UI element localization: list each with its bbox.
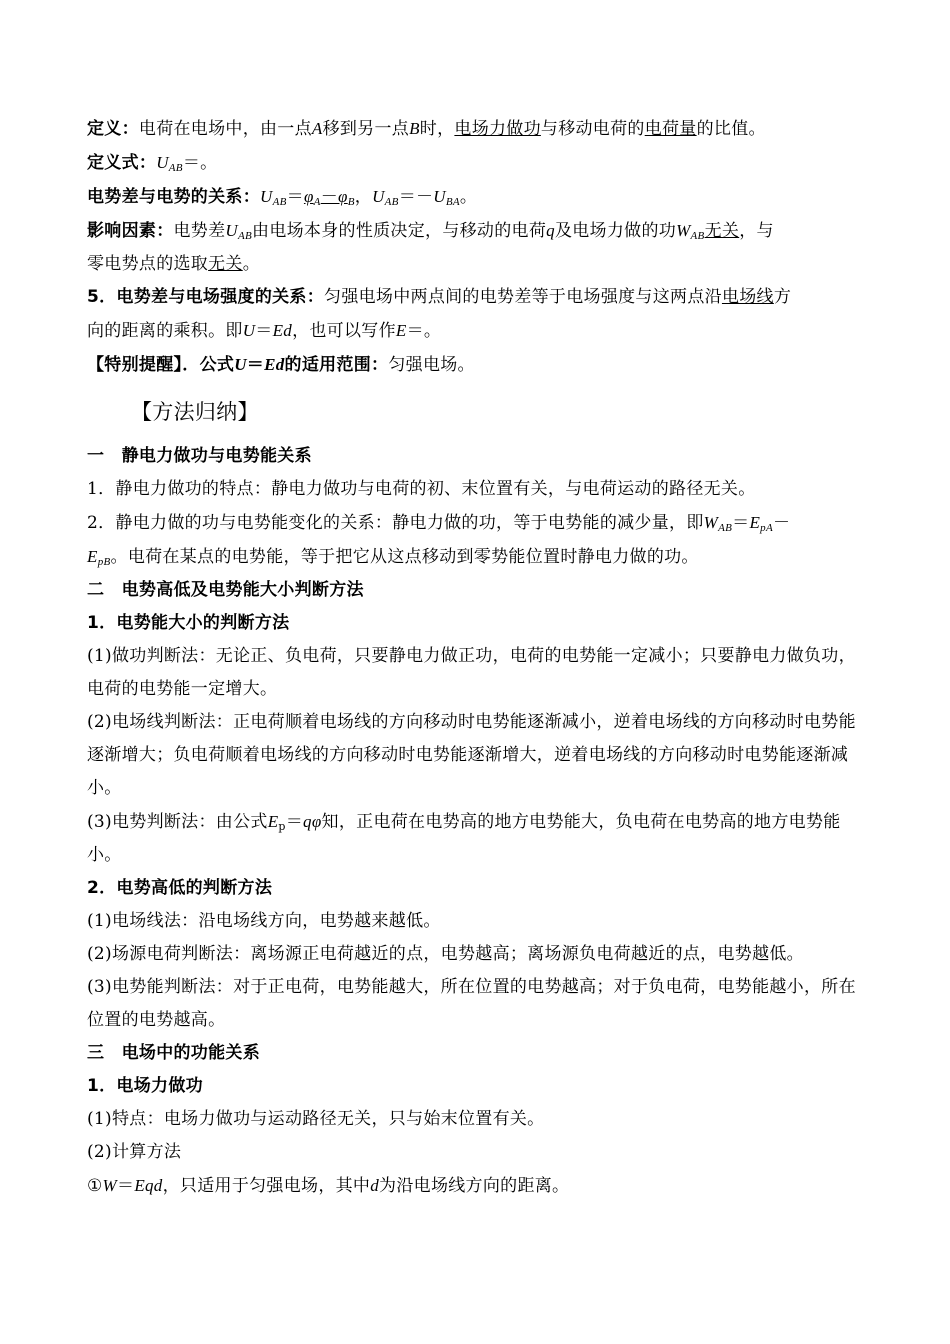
definition-text: 的比值。 [696,119,766,139]
var-phi: φ [303,187,314,206]
var-u: U [156,153,169,172]
minus: － [772,513,791,533]
subscript: pA [760,522,773,534]
blank-answer: 电荷量 [644,119,697,139]
subscript: AB [384,196,399,208]
method-heading: 【方法归纳】 [131,400,259,424]
var-e: E [749,513,761,532]
subscript: AB [237,230,253,242]
reminder-text: 的适用范围： [284,355,389,375]
period: 。 [242,254,261,274]
item5-text: ＝。 [406,321,442,341]
var-u: U [372,187,385,206]
section-3-item-3 [87,1169,867,1203]
section-2-way-3: (3)电势能判断法：对于正电荷，电势能越大，所在位置的电势越高；对于负电荷，电势能越小，所在位置的电势越高。 [87,977,856,1030]
section-2-way-2: (2)场源电荷判断法：离场源正电荷越近的点，电势越高；离场源负电荷越近的点，电势越低。 [87,944,804,964]
definition-text: 电荷在电场中，由一点 [138,119,312,139]
influence-line-1 [87,214,867,248]
para-text: 为沿电场线方向的距离。 [379,1176,570,1196]
formula-rest: ＝。 [182,153,218,173]
equals: ＝ [732,513,750,533]
var-u: U [433,187,446,206]
reminder-text: 匀强电场。 [388,355,475,375]
para-text: ，只适用于匀强电场，其中 [162,1176,371,1196]
influence-text: 由电场本身的性质决定，与移动的电荷 [252,221,547,241]
section-3-sub-1: 1．电场力做功 [87,1076,203,1096]
equals: ＝ [255,321,273,341]
var-q: q [546,221,555,240]
equals: ＝ [285,812,304,832]
var-ed: Ed [264,355,285,374]
minus: － [320,187,338,207]
definition-text: 移到另一点 [322,119,410,139]
var-e: E [87,547,98,566]
relation-label: 电势差与电势的关系： [87,187,260,207]
item5-line-2 [87,314,867,348]
reminder-label: 【特别提醒】．公式 [87,355,235,375]
relation-line [87,180,867,214]
var-b: B [409,119,420,138]
section-2-sub-2: 2．电势高低的判断方法 [87,878,273,898]
var-phi: φ [338,187,348,206]
subscript: AB [718,522,733,534]
section-2-title: 二 电势高低及电势能大小判断方法 [87,580,364,600]
influence-label: 影响因素： [87,221,174,241]
def-formula-line [87,146,867,180]
para-text: (3)电势判断法：由公式 [87,812,268,832]
subscript: AB [690,230,705,242]
comma: ， [354,187,373,207]
var-a: A [311,119,323,138]
subscript: A [313,196,321,208]
var-e: E [267,812,279,831]
subscript: B [347,196,355,208]
equals: ＝ [117,1176,135,1196]
section-1-para-1: 1．静电力做功的特点：静电力做功与电荷的初、末位置有关，与电荷运动的路径无关。 [87,479,756,499]
blank-answer: 无关 [704,221,740,241]
var-ed: Ed [272,321,293,340]
definition-text: 时， [419,119,455,139]
var-d: d [370,1176,380,1195]
subscript: AB [168,162,183,174]
definition-line [87,112,867,146]
section-3-item-2: (2)计算方法 [87,1142,182,1162]
item5-text: 向的距离的乘积。即 [87,321,243,341]
item5-text: 方 [773,287,792,307]
para-text: 知，正电荷在电势高的地方电势能大，负电荷在电势高的地方电势能小。 [87,812,841,865]
def-formula-label: 定义式： [87,153,157,173]
section-2-method-1: (1)做功判断法：无论正、负电荷，只要静电力做正功，电荷的电势能一定减小；只要静电力做负功，电荷的电势能一定增大。 [87,646,856,699]
section-1-para-2-line-1 [87,506,867,540]
influence-text: 电势差 [173,221,226,241]
var-w: W [102,1176,118,1195]
var-u: U [260,187,273,206]
subscript: AB [272,196,287,208]
item5-text: 匀强电场中两点间的电势差等于电场强度与这两点沿 [324,287,722,307]
item5-line-1 [87,281,867,314]
section-1-title: 一 静电力做功与电势能关系 [87,446,312,466]
var-u: U [242,321,256,340]
period: 。 [459,187,478,207]
var-w: W [703,513,719,532]
subscript: BA [445,196,460,208]
para-text: 2．静电力做的功与电势能变化的关系：静电力做的功，等于电势能的减少量，即 [87,513,704,533]
influence-text: ，与 [739,221,774,241]
equals: ＝ [246,355,265,375]
subscript: pB [97,556,111,568]
blank-answer: 无关 [208,254,243,274]
equals: ＝ [286,187,304,207]
section-3-item-1: (1)特点：电场力做功与运动路径无关，只与始末位置有关。 [87,1109,545,1129]
influence-text: 零电势点的选取 [87,254,209,274]
influence-text: 及电场力做的功 [554,221,677,241]
var-u: U [234,355,247,374]
item5-label: 5．电势差与电场强度的关系： [87,287,325,307]
var-q-phi: qφ [303,812,322,831]
var-w: W [676,221,691,240]
blank-answer: 电场线 [721,287,774,307]
equals: ＝－ [398,187,434,207]
definition-text: 与移动电荷的 [540,119,645,139]
document-page [87,112,867,1203]
var-eqd: Eqd [134,1176,163,1195]
item5-text: ，也可以写作 [292,321,396,341]
reminder-line [87,348,867,382]
section-1-para-2-line-2 [87,540,867,574]
blank-answer: 电场力做功 [454,119,541,139]
influence-line-2 [87,248,867,281]
section-2-method-2: (2)电场线判断法：正电荷顺着电场线的方向移动时电势能逐渐减小，逆着电场线的方向移动时电势能逐渐增大；负电荷顺着电场线的方向移动时电势能逐渐增大，逆着电场线的方向移动时电势能逐渐减小。 [87,712,856,798]
var-u: U [225,221,238,240]
subscript: p [278,820,286,833]
section-2-method-3 [87,805,867,872]
section-3-title: 三 电场中的功能关系 [87,1043,260,1063]
section-2-way-1: (1)电场线法：沿电场线方向，电势越来越低。 [87,911,441,931]
section-2-sub-1: 1．电势能大小的判断方法 [87,613,290,633]
para-text: 。电荷在某点的电势能，等于把它从这点移动到零势能位置时静电力做的功。 [110,547,699,567]
var-e: E [395,321,407,340]
definition-label: 定义： [87,119,139,139]
circled-one: ① [87,1176,103,1196]
